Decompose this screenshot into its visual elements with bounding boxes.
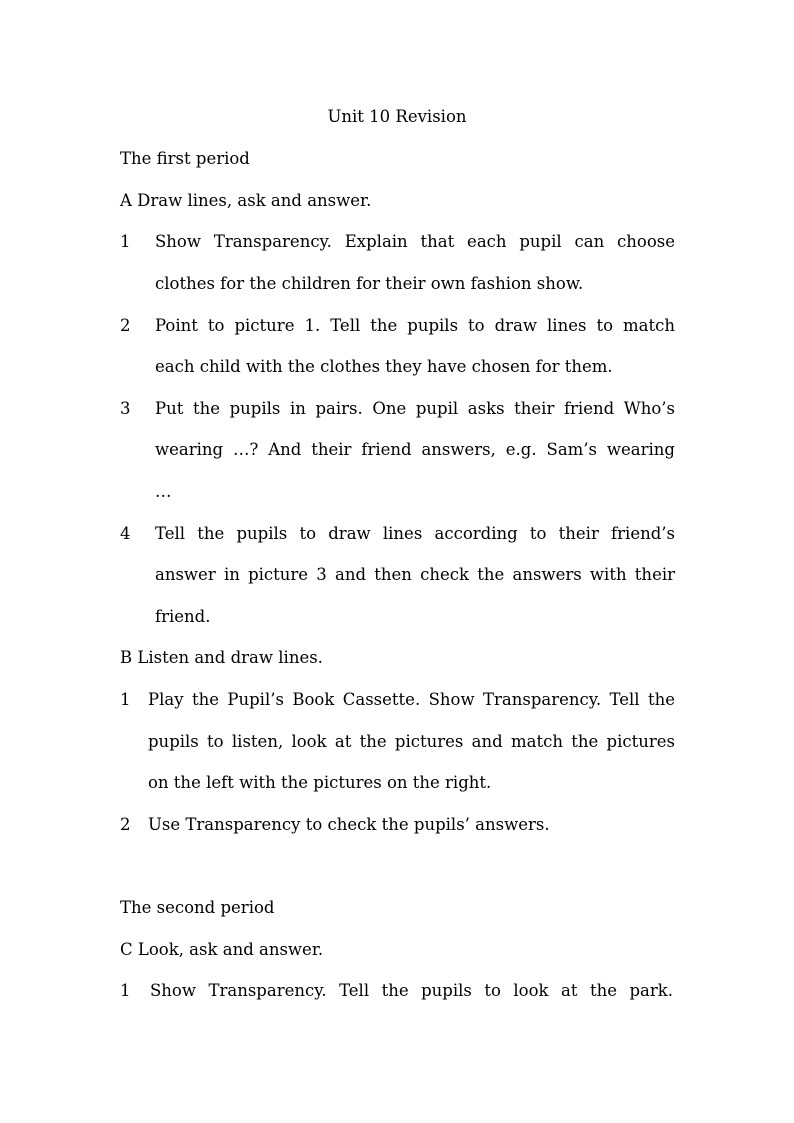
item-text-line: each child with the clothes they have chosen for them.: [155, 357, 613, 376]
item-text-line: on the left with the pictures on the right.: [148, 773, 492, 792]
item-number: 1: [120, 690, 131, 709]
period-heading: The second period: [120, 898, 275, 917]
item-number: 3: [120, 399, 131, 418]
item-number: 2: [120, 316, 131, 335]
item-number: 1: [120, 232, 131, 251]
item-text-line: clothes for the children for their own fashion show.: [155, 274, 584, 293]
item-number: 4: [120, 524, 131, 543]
item-text-line: Show Transparency. Explain that each pupil can choose: [155, 232, 675, 251]
item-text-line: Put the pupils in pairs. One pupil asks their friend Who’s: [155, 399, 675, 418]
item-text-line: Show Transparency. Tell the pupils to look at the park.: [150, 981, 673, 1000]
item-text-line: Play the Pupil’s Book Cassette. Show Transparency. Tell the: [148, 690, 675, 709]
item-text-line: Point to picture 1. Tell the pupils to draw lines to match: [155, 316, 675, 335]
section-heading: C Look, ask and answer.: [120, 940, 324, 959]
item-text-line: pupils to listen, look at the pictures and match the pictures: [148, 732, 675, 751]
period-heading: The first period: [120, 149, 250, 168]
item-text-line: Use Transparency to check the pupils’ answers.: [148, 815, 550, 834]
item-number: 2: [120, 815, 131, 834]
item-text-line: wearing …? And their friend answers, e.g. Sam’s wearing: [155, 440, 675, 459]
item-text-line: friend.: [155, 607, 211, 626]
item-number: 1: [120, 981, 131, 1000]
page-title: Unit 10 Revision: [327, 107, 467, 126]
item-text-line: …: [155, 482, 172, 501]
section-heading: B Listen and draw lines.: [120, 648, 323, 667]
item-text-line: Tell the pupils to draw lines according to their friend’s: [155, 524, 675, 543]
section-heading: A Draw lines, ask and answer.: [120, 191, 372, 210]
item-text-line: answer in picture 3 and then check the answers with their: [155, 565, 675, 584]
